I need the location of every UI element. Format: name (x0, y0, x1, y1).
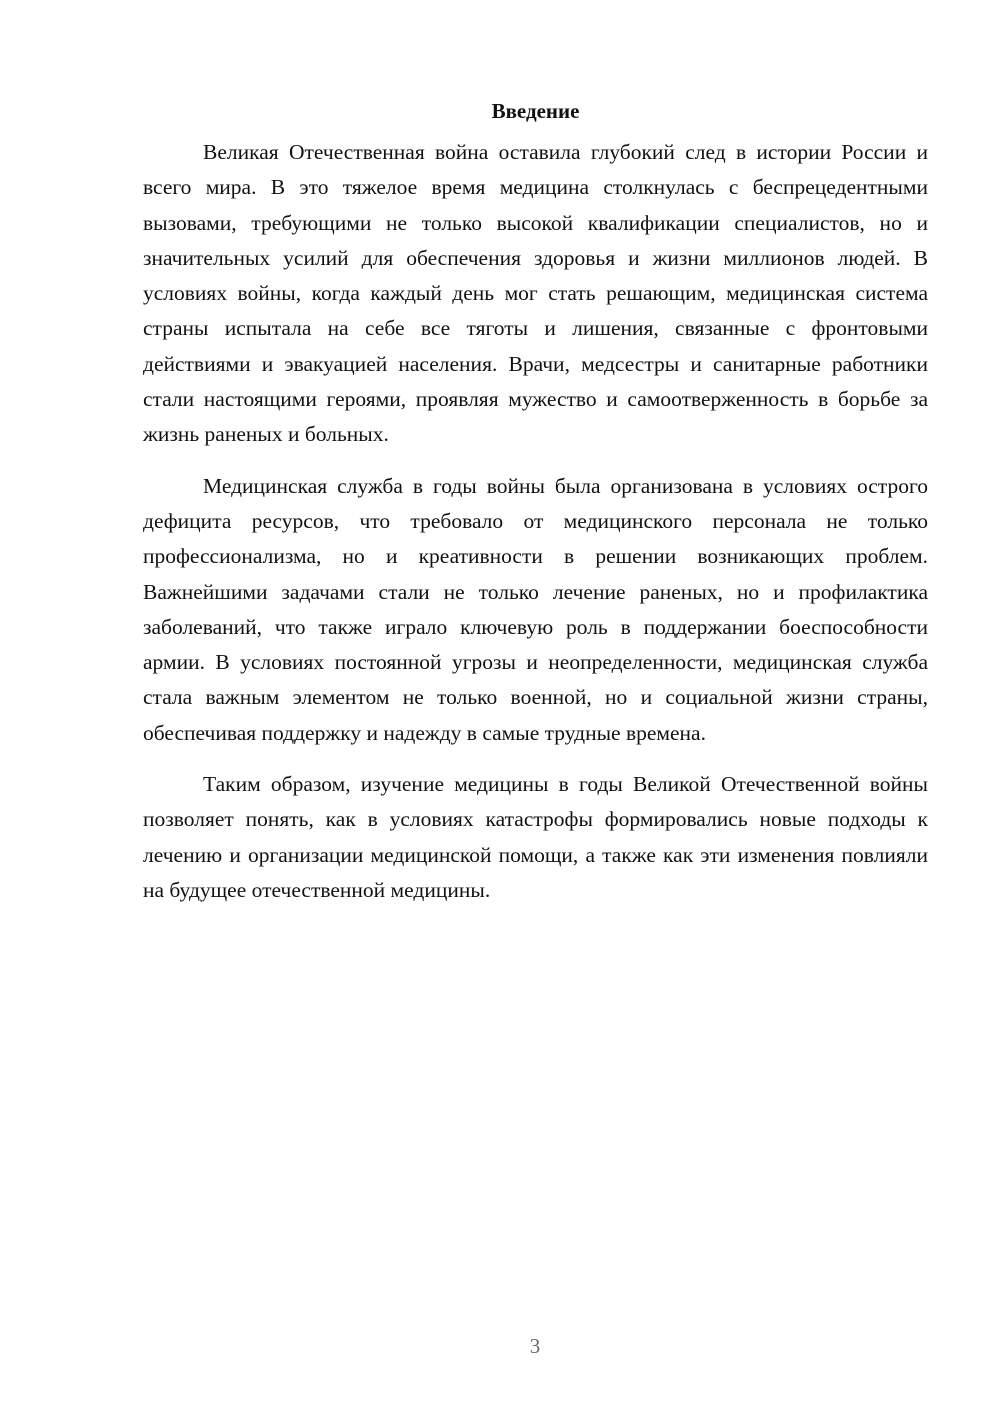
section-title: Введение (491, 99, 580, 123)
paragraph-2: Медицинская служба в годы войны была организована в условиях острого дефицита ресурсов, что требовало от медицинского персонала не только профессионализма, но и креативности в решении возникающих проблем. Важнейшими задачами стали не только лечение раненых, но и профилактика заболеваний, что также играло ключевую роль в поддержании боеспособности армии. В условиях постоянной угрозы и неопределенности, медицинская служба стала важным элементом не только военной, но и социальной жизни страны, обеспечивая поддержку и надежду в самые трудные времена. (143, 473, 928, 745)
page-content (143, 94, 928, 908)
paragraph-3: Таким образом, изучение медицины в годы Великой Отечественной войны позволяет понять, как в условиях катастрофы формировались новые подходы к лечению и организации медицинской помощи, а также как эти изменения повлияли на будущее отечественной медицины. (143, 772, 928, 902)
paragraph-1: Великая Отечественная война оставила глубокий след в истории России и всего мира. В это тяжелое время медицина столкнулась с беспрецедентными вызовами, требующими не только высокой квалификации специалистов, но и значительных усилий для обеспечения здоровья и жизни миллионов людей. В условиях войны, когда каждый день мог стать решающим, медицинская система страны испытала на себе все тяготы и лишения, связанные с фронтовыми действиями и эвакуацией населения. Врачи, медсестры и санитарные работники стали настоящими героями, проявляя мужество и самоотверженность в борьбе за жизнь раненых и больных. (143, 140, 928, 447)
page-number: 3 (529, 1334, 541, 1358)
